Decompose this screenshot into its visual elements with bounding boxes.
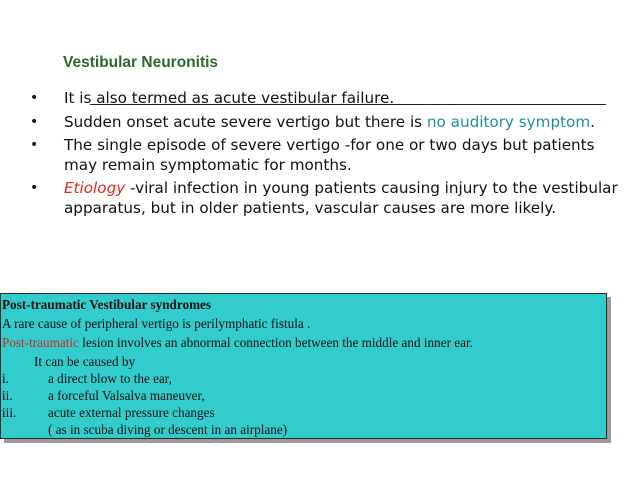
bullet-text: . — [590, 112, 595, 131]
bullet-item — [28, 136, 628, 175]
bullet-text: Sudden onset acute severe vertigo but there is — [64, 112, 427, 131]
bullet-list — [28, 89, 628, 222]
bullet-item — [28, 179, 628, 218]
box-line: ( as in scuba diving or descent in an airplane) — [48, 422, 288, 437]
bullet-dot-icon: • — [30, 113, 39, 130]
slide-title: Vestibular Neuronitis — [63, 54, 219, 71]
box-line-text: lesion involves an abnormal connection between the middle and inner ear. — [78, 335, 473, 350]
box-list-text: a forceful Valsalva maneuver, — [48, 388, 205, 403]
box-list-num: iii. — [2, 405, 17, 420]
highlight-text: no auditory symptom — [426, 112, 591, 131]
box-heading: Post-traumatic Vestibular syndromes — [2, 297, 212, 312]
bullet-dot-icon: • — [30, 90, 39, 106]
info-box — [0, 293, 607, 439]
bullet-text: -viral infection in young patients causing injury to the vestibular apparatus, but in older patients, vascular causes are more likely. — [64, 179, 618, 217]
box-line: A rare cause of peripheral vertigo is perilymphatic fistula . — [2, 316, 311, 331]
highlight-text: Etiology — [64, 179, 126, 197]
box-list-num: ii. — [2, 388, 13, 403]
bullet-dot-icon: • — [30, 180, 39, 196]
box-list-num: i. — [2, 371, 9, 386]
bullet-text: The single episode of severe vertigo -for one or two days but patients may remain symptomatic for months. — [64, 136, 595, 174]
box-list-text: acute external pressure changes — [48, 405, 215, 420]
bullet-item — [28, 89, 628, 109]
box-line — [2, 335, 473, 351]
box-line: It can be caused by — [34, 354, 136, 369]
box-red-text: Post-traumatic — [2, 335, 79, 350]
box-list-text: a direct blow to the ear, — [48, 371, 172, 386]
bullet-text: It is also termed as acute vestibular failure. — [64, 89, 395, 107]
bullet-item — [28, 113, 628, 133]
bullet-dot-icon: • — [30, 137, 39, 153]
